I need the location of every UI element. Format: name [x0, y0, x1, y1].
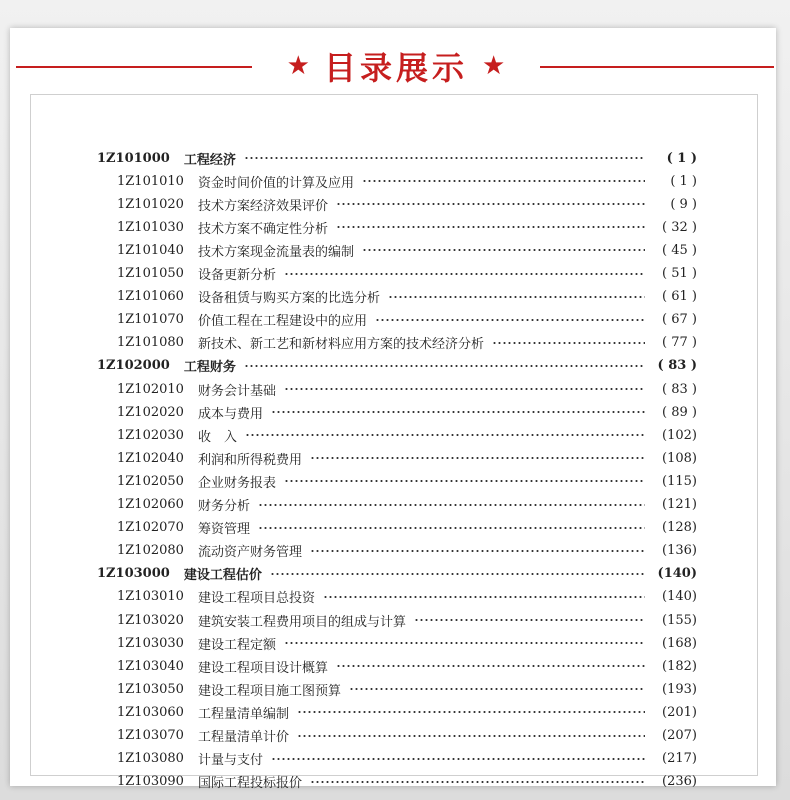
toc-title: 设备更新分析: [197, 268, 276, 283]
toc-page-number: (207): [662, 728, 697, 743]
toc-section-row: [117, 378, 697, 400]
dot-leader: [336, 226, 645, 228]
toc-page-number: (201): [662, 704, 697, 720]
toc-code: 1Z102040: [117, 450, 184, 466]
toc-section-row: [117, 401, 697, 423]
dot-leader: [310, 457, 645, 459]
toc-title: 成本与费用: [197, 406, 263, 422]
toc-title: 计量与支付: [197, 753, 263, 769]
toc-code: 1Z101080: [117, 335, 184, 351]
toc-section-row: [117, 655, 697, 677]
toc-page-number: ( 9 ): [670, 196, 697, 212]
toc-title: 技术方案现金流量表的编制: [197, 244, 354, 260]
dot-leader: [388, 296, 645, 298]
dot-leader: [284, 642, 645, 644]
toc-section-row: [117, 170, 697, 192]
toc-title: 财务会计基础: [197, 383, 276, 399]
toc-section-row: [117, 239, 697, 261]
toc-title: 筹资管理: [197, 522, 250, 538]
toc-title: 工程财务: [183, 360, 236, 376]
toc-code: 1Z103010: [117, 589, 184, 605]
toc-page-number: ( 77 ): [662, 335, 697, 351]
toc-page-number: (140): [657, 566, 697, 582]
toc-title: 财务分析: [197, 499, 250, 514]
toc-code: 1Z101010: [117, 173, 184, 189]
toc-title: 建设工程项目总投资: [197, 591, 315, 607]
toc-code: 1Z102010: [117, 381, 184, 397]
dot-leader: [244, 157, 645, 159]
toc-page-number: (121): [662, 497, 697, 512]
toc-title: 利润和所得税费用: [197, 452, 302, 468]
toc-page-number: (102): [662, 427, 697, 443]
dot-leader: [349, 688, 645, 690]
toc-page-number: ( 83 ): [662, 381, 697, 397]
toc-page-number: (236): [662, 774, 697, 790]
toc-code: 1Z103000: [97, 566, 170, 582]
toc-title: 技术方案不确定性分析: [197, 221, 328, 237]
dot-leader: [414, 619, 645, 621]
toc-section-row: [117, 517, 697, 539]
catalog-sheet: [10, 28, 776, 792]
dot-leader: [258, 527, 645, 529]
toc-title: 建筑安装工程费用项目的组成与计算: [197, 614, 406, 630]
toc-title: 技术方案经济效果评价: [197, 198, 328, 214]
dot-leader: [284, 273, 645, 275]
toc-code: 1Z102020: [117, 404, 184, 420]
toc-page-number: (128): [662, 520, 697, 536]
toc-chapter-row: [97, 355, 697, 377]
toc-page-number: (108): [662, 450, 697, 466]
toc-page-number: ( 1 ): [670, 173, 697, 189]
dot-leader: [297, 735, 645, 737]
toc-title: 工程量清单编制: [197, 706, 289, 722]
toc-code: 1Z101060: [117, 289, 184, 305]
toc-code: 1Z103080: [117, 751, 184, 767]
toc-title: 工程量清单计价: [197, 730, 289, 745]
toc-title: 建设工程项目设计概算: [197, 660, 328, 676]
toc-title: 建设工程估价: [183, 568, 262, 584]
toc-page-number: (168): [662, 635, 697, 651]
toc-page-number: ( 32 ): [662, 219, 697, 235]
toc-section-row: [117, 609, 697, 631]
toc-page-number: ( 89 ): [662, 404, 697, 420]
toc-page-number: (136): [662, 543, 697, 559]
toc-page-number: ( 1 ): [666, 150, 697, 166]
toc-section-row: [117, 470, 697, 492]
toc-code: 1Z103050: [117, 681, 184, 697]
toc-section-row: [117, 748, 697, 770]
toc-code: 1Z103070: [117, 728, 184, 743]
header-rule-left: [16, 66, 252, 68]
toc-code: 1Z101000: [97, 150, 170, 166]
toc-code: 1Z101070: [117, 312, 184, 328]
toc-title: 流动资产财务管理: [197, 545, 302, 561]
toc-page-number: (115): [662, 473, 697, 489]
toc-code: 1Z102080: [117, 543, 184, 559]
toc-section-row: [117, 494, 697, 516]
dot-leader: [336, 665, 645, 667]
toc-section-row: [117, 725, 697, 747]
toc-title: 收 入: [197, 429, 237, 445]
star-right-icon: ★: [482, 51, 506, 81]
toc-chapter-row: [97, 563, 697, 585]
toc-title: 国际工程投标报价: [197, 776, 302, 792]
toc-title: 企业财务报表: [197, 475, 276, 491]
toc-code: 1Z101030: [117, 219, 184, 235]
toc-code: 1Z103030: [117, 635, 184, 651]
dot-leader: [245, 434, 645, 436]
dot-leader: [362, 180, 645, 182]
toc-section-row: [117, 216, 697, 238]
toc-section-row: [117, 540, 697, 562]
dot-leader: [271, 758, 645, 760]
toc-code: 1Z102050: [117, 473, 184, 489]
toc-title: 建设工程定额: [197, 637, 276, 653]
toc-section-row: [117, 309, 697, 331]
dot-leader: [244, 365, 645, 367]
toc-page-number: ( 61 ): [662, 289, 697, 305]
toc-code: 1Z101020: [117, 196, 184, 212]
catalog-header: [10, 42, 776, 90]
dot-leader: [362, 249, 645, 251]
toc-code: 1Z103020: [117, 612, 184, 628]
toc-section-row: [117, 286, 697, 308]
toc-page-number: ( 45 ): [662, 242, 697, 258]
title-group: [256, 42, 536, 90]
toc-code: 1Z101040: [117, 242, 184, 258]
dot-leader: [271, 411, 645, 413]
toc-page-number: ( 83 ): [657, 358, 697, 374]
toc-section-row: [117, 193, 697, 215]
toc-code: 1Z103090: [117, 774, 184, 790]
dot-leader: [270, 573, 645, 575]
toc-code: 1Z102060: [117, 497, 184, 512]
toc-title: 价值工程在工程建设中的应用: [197, 314, 367, 330]
dot-leader: [310, 550, 645, 552]
page-title: 目录展示: [323, 49, 468, 87]
toc-title: 设备租赁与购买方案的比选分析: [197, 291, 380, 307]
toc-section-row: [117, 447, 697, 469]
header-rule-right: [540, 66, 774, 68]
toc-section-row: [117, 424, 697, 446]
dot-leader: [297, 711, 645, 713]
dot-leader: [375, 319, 645, 321]
toc-section-row: [117, 701, 697, 723]
toc-code: 1Z102030: [117, 427, 184, 443]
dot-leader: [284, 388, 645, 390]
toc-section-row: [117, 632, 697, 654]
dot-leader: [336, 203, 645, 205]
toc-code: 1Z101050: [117, 266, 184, 281]
toc-page-number: (217): [662, 751, 697, 767]
dot-leader: [258, 504, 645, 506]
dot-leader: [492, 342, 645, 344]
toc-page-number: (140): [662, 589, 697, 605]
toc-page-number: (193): [662, 681, 697, 697]
toc-code: 1Z103060: [117, 704, 184, 720]
dot-leader: [284, 480, 645, 482]
dot-leader: [310, 781, 645, 783]
toc-chapter-row: [97, 147, 697, 169]
toc-page-number: (182): [662, 658, 697, 674]
toc-page-number: ( 51 ): [662, 266, 697, 281]
toc-code: 1Z102070: [117, 520, 184, 536]
toc-section-row: [117, 263, 697, 285]
toc-code: 1Z102000: [97, 358, 170, 374]
toc-section-row: [117, 332, 697, 354]
toc-page-number: (155): [662, 612, 697, 628]
star-left-icon: ★: [286, 51, 310, 81]
toc-section-row: [117, 586, 697, 608]
toc-title: 资金时间价值的计算及应用: [197, 175, 354, 191]
toc-box: [30, 94, 758, 792]
toc-title: 新技术、新工艺和新材料应用方案的技术经济分析: [197, 337, 484, 353]
toc-title: 工程经济: [183, 152, 236, 168]
toc-section-row: [117, 771, 697, 793]
toc-code: 1Z103040: [117, 658, 184, 674]
toc-page-number: ( 67 ): [662, 312, 697, 328]
dot-leader: [323, 596, 645, 598]
toc-section-row: [117, 678, 697, 700]
toc-title: 建设工程项目施工图预算: [197, 683, 341, 699]
